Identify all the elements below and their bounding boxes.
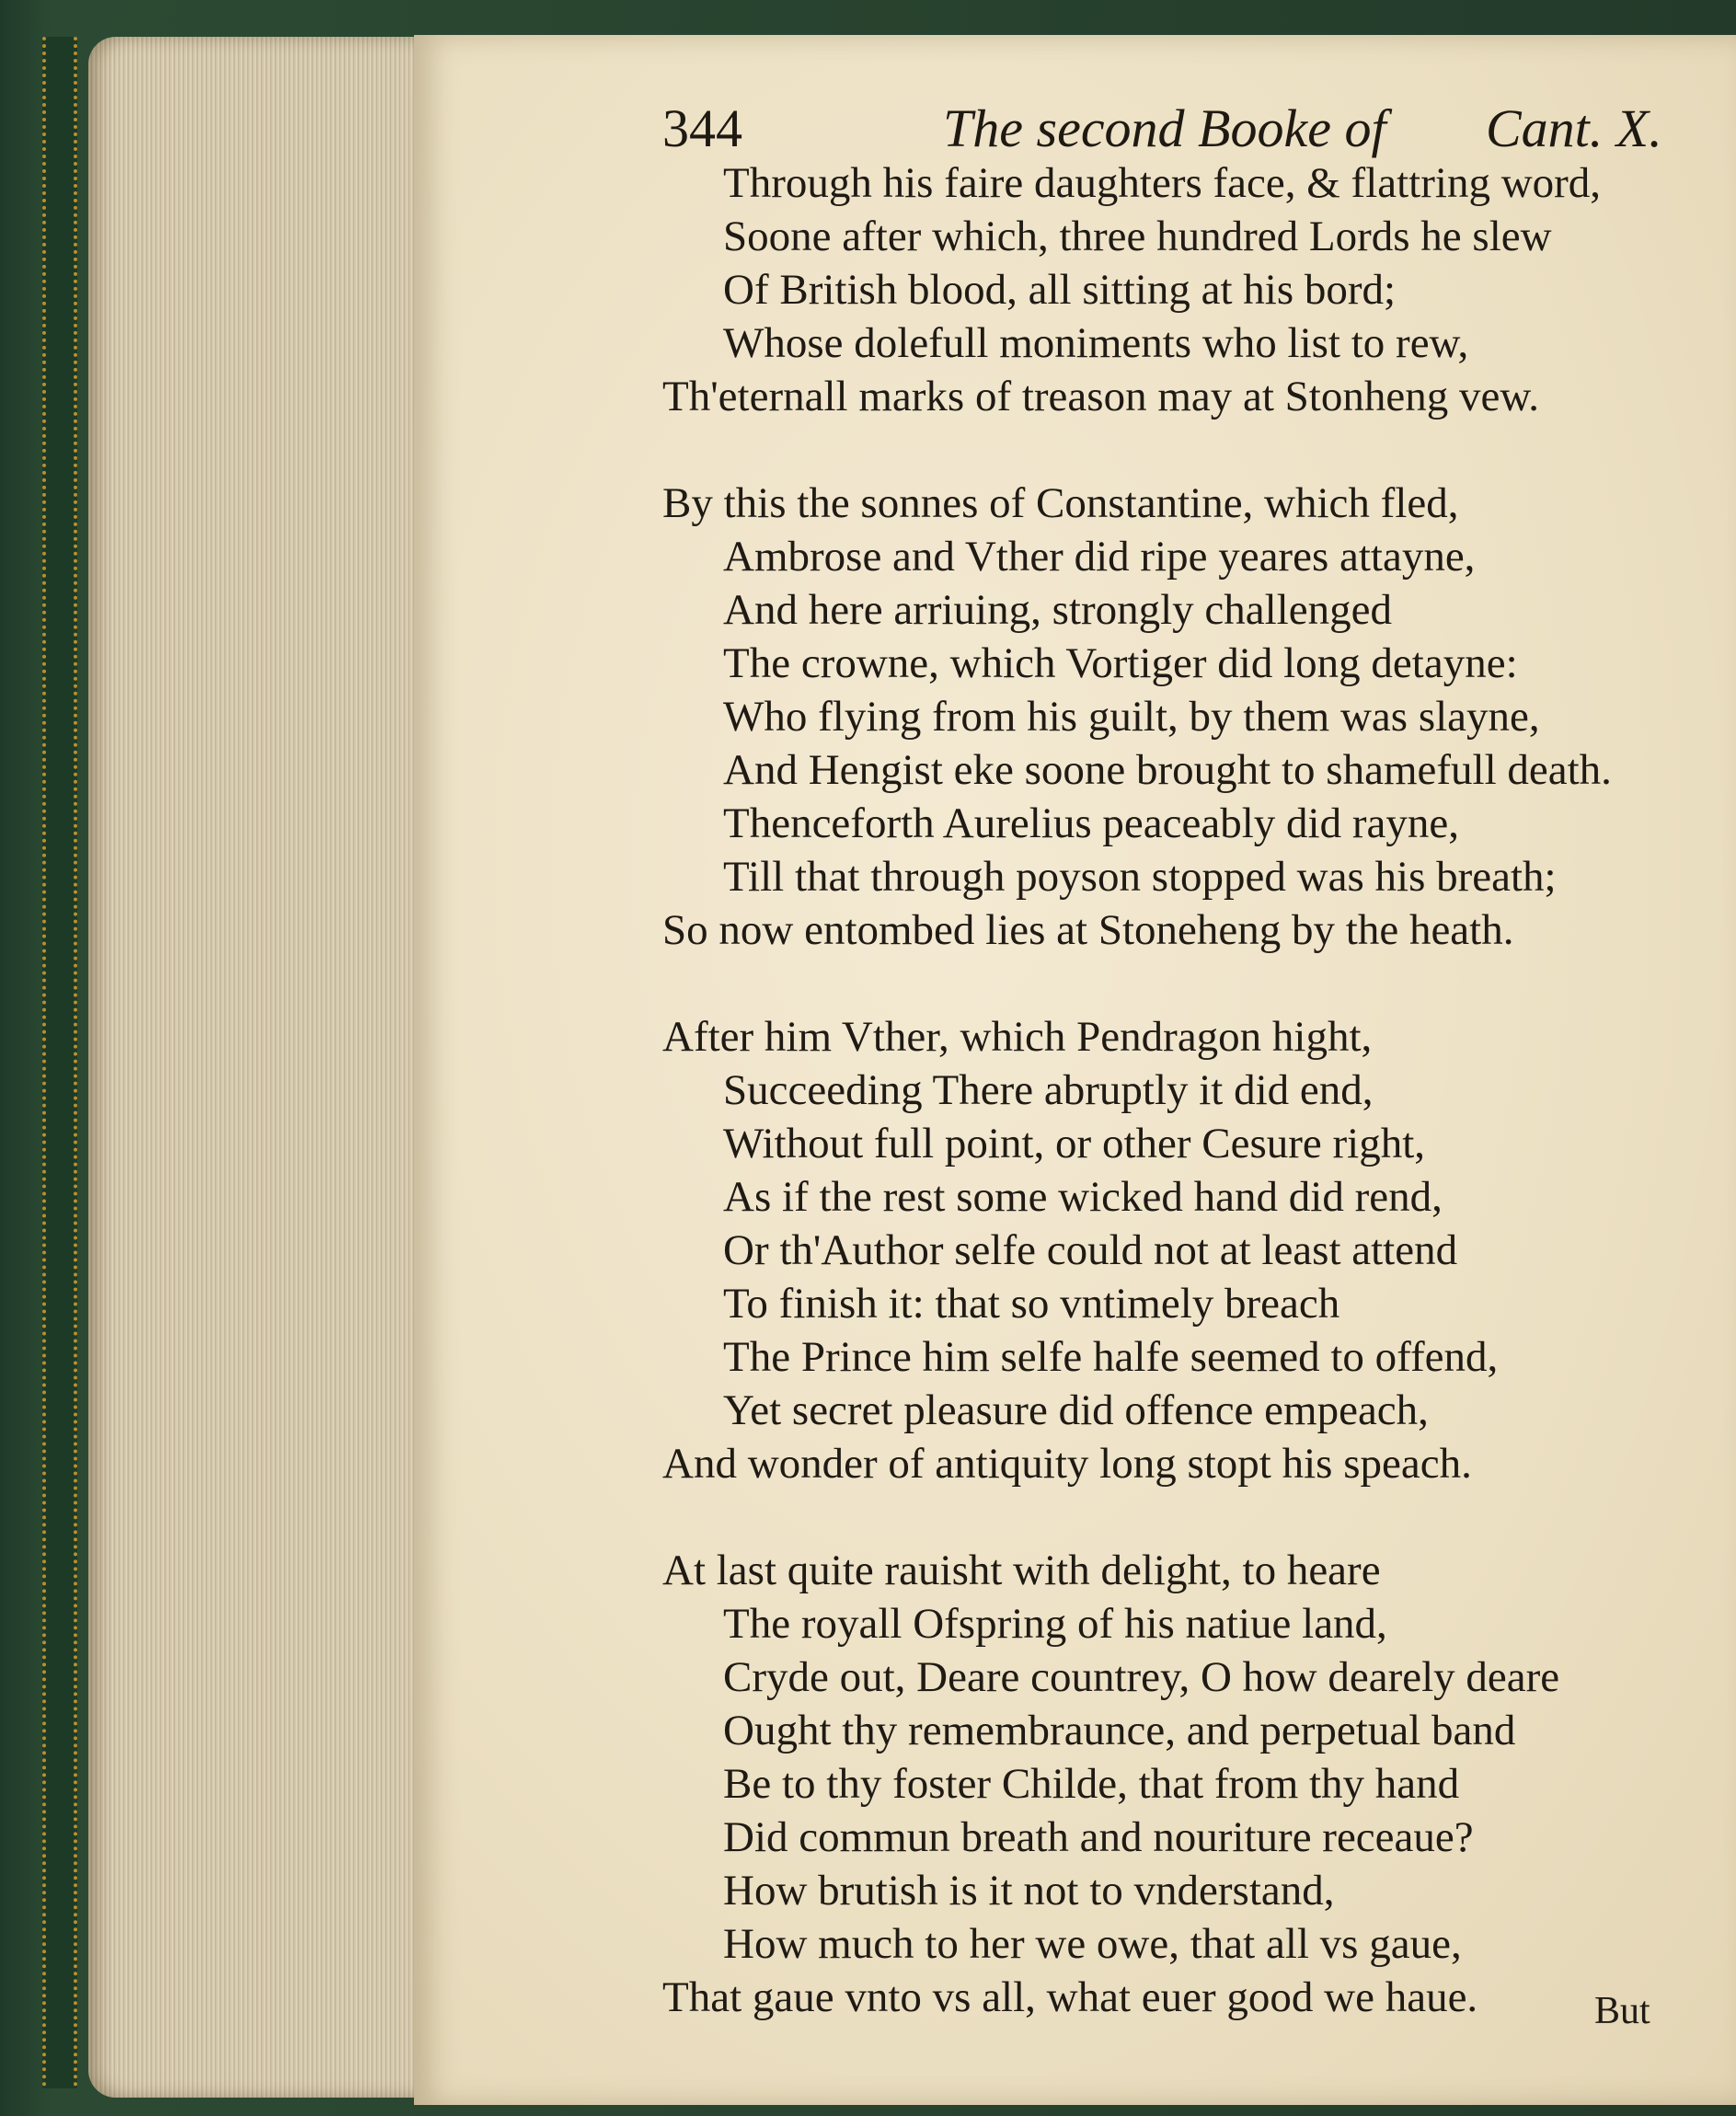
stanza-break <box>662 1490 1693 1544</box>
verse-line: Soone after which, three hundred Lords he slew <box>723 213 1552 260</box>
running-header <box>662 92 1711 166</box>
verse-line: And here arriuing, strongly challenged <box>723 586 1392 634</box>
verse-line: Cryde out, Deare countrey, O how dearely deare <box>723 1653 1560 1701</box>
verse-line: Ambrose and Vther did ripe yeares attayne, <box>723 533 1476 581</box>
running-title: The second Booke of <box>943 98 1386 158</box>
catchword: But <box>1594 1990 1650 2032</box>
canto-label: Cant. X. <box>1486 98 1662 158</box>
verse-line: Did commun breath and nouriture receaue? <box>723 1813 1474 1861</box>
verse-line: By this the sonnes of Constantine, which fled, <box>662 479 1459 527</box>
verse-line: How brutish is it not to vnderstand, <box>723 1867 1335 1915</box>
verse-line: The crowne, which Vortiger did long detayne: <box>723 639 1518 687</box>
poem-text <box>662 156 1693 2024</box>
verse-line: As if the rest some wicked hand did rend, <box>723 1173 1443 1221</box>
verse-line: And wonder of antiquity long stopt his speach. <box>662 1440 1472 1488</box>
verse-line: The royall Ofspring of his natiue land, <box>723 1600 1387 1648</box>
verse-line: At last quite rauisht with delight, to heare <box>662 1547 1381 1594</box>
verse-line: Succeeding There abruptly it did end, <box>723 1066 1374 1114</box>
verse-line: Whose dolefull moniments who list to rew, <box>723 319 1469 367</box>
page-number: 344 <box>662 98 742 158</box>
verse-line: So now entombed lies at Stoneheng by the heath. <box>662 906 1514 954</box>
stanza-break <box>662 423 1693 477</box>
verse-line: And Hengist eke soone brought to shamefull death. <box>723 746 1612 794</box>
verse-line: Of British blood, all sitting at his bord; <box>723 266 1397 314</box>
verse-line: Without full point, or other Cesure right, <box>723 1120 1426 1167</box>
stanza-break <box>662 957 1693 1010</box>
verse-line: How much to her we owe, that all vs gaue, <box>723 1920 1462 1968</box>
verse-line: Thenceforth Aurelius peaceably did rayne, <box>723 799 1459 847</box>
verse-line: After him Vther, which Pendragon hight, <box>662 1013 1373 1061</box>
verse-line: Or th'Author selfe could not at least attend <box>723 1226 1458 1274</box>
verse-line: To finish it: that so vntimely breach <box>723 1280 1340 1328</box>
verse-line: Till that through poyson stopped was his breath; <box>723 853 1557 901</box>
verse-line: The Prince him selfe halfe seemed to offend, <box>723 1333 1499 1381</box>
verse-line: Who flying from his guilt, by them was slayne, <box>723 693 1540 741</box>
verse-line: Th'eternall marks of treason may at Stonheng vew. <box>662 373 1539 420</box>
gilt-border-ornament <box>42 37 77 2088</box>
verse-line: Through his faire daughters face, & flattring word, <box>723 159 1602 207</box>
verse-line: That gaue vnto vs all, what euer good we haue. <box>662 1973 1478 2021</box>
verse-line: Yet secret pleasure did offence empeach, <box>723 1386 1429 1434</box>
verse-line: Be to thy foster Childe, that from thy hand <box>723 1760 1460 1808</box>
page-block-edges <box>88 37 420 2098</box>
verse-line: Ought thy remembraunce, and perpetual band <box>723 1707 1516 1754</box>
